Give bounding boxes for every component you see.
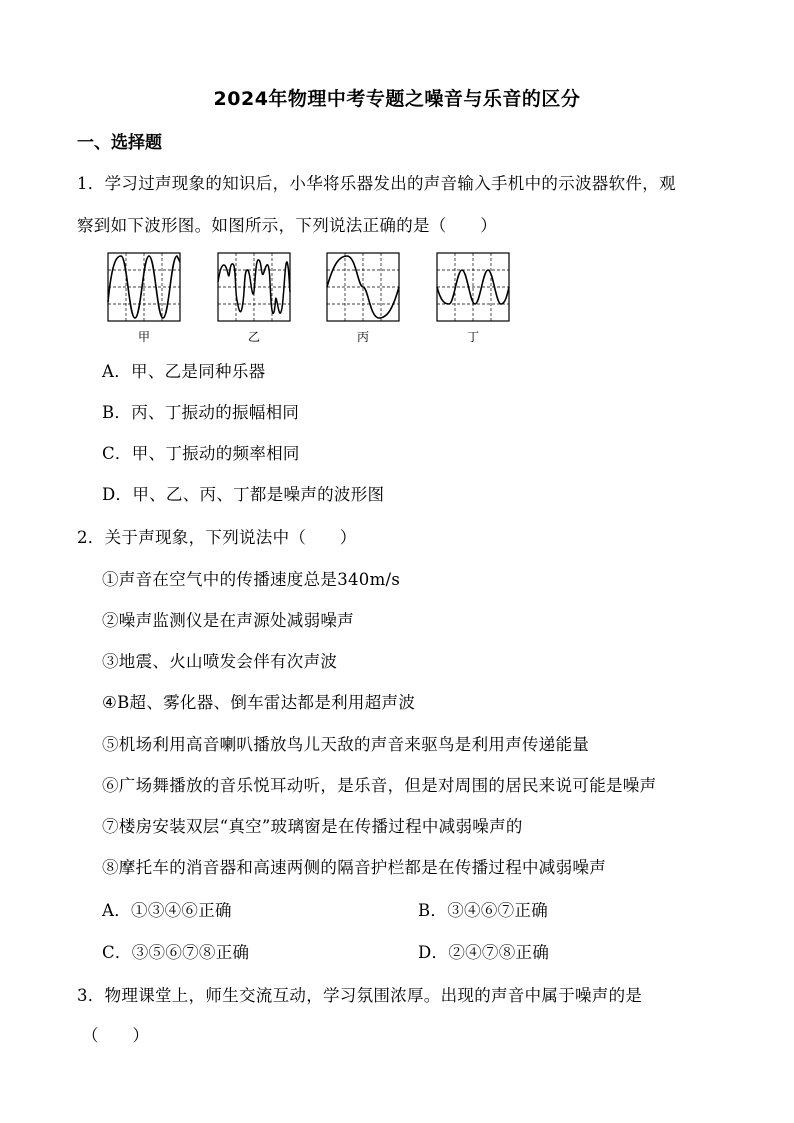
waveform-jia (107, 252, 181, 326)
waveform-ding-label: 丁 (466, 330, 479, 344)
q2-item-5: ⑤机场利用高音喇叭播放鸟儿天敌的声音来驱鸟是利用声传递能量 (102, 735, 590, 754)
q2-item-6: ⑥广场舞播放的音乐悦耳动听，是乐音，但是对周围的居民来说可能是噪声 (102, 776, 657, 795)
q1-option-c[interactable]: C．甲、丁振动的频率相同 (102, 444, 300, 463)
q2-item-3: ③地震、火山喷发会伴有次声波 (102, 652, 338, 671)
waveform-bing (326, 252, 400, 326)
q2-option-d[interactable]: D．②④⑦⑧正确 (418, 943, 550, 962)
q2-item-8: ⑧摩托车的消音器和高速两侧的隔音护栏都是在传播过程中减弱噪声 (102, 858, 606, 877)
q2-stem: 2．关于声现象，下列说法中（ ） (77, 528, 357, 547)
waveform-yi-label: 乙 (247, 330, 260, 344)
waveform-yi (217, 252, 291, 326)
q2-item-4: ④B超、雾化器、倒车雷达都是利用超声波 (102, 693, 416, 712)
page-title: 2024年物理中考专题之噪音与乐音的区分 (213, 88, 581, 110)
q2-option-c[interactable]: C．③⑤⑥⑦⑧正确 (102, 943, 250, 962)
q2-item-2: ②噪声监测仪是在声源处减弱噪声 (102, 611, 354, 630)
q1-option-b[interactable]: B．丙、丁振动的振幅相同 (102, 403, 300, 422)
q2-option-a[interactable]: A．①③④⑥正确 (102, 901, 232, 920)
q3-stem-line1: 3．物理课堂上，师生交流互动，学习氛围浓厚。出现的声音中属于噪声的是 (77, 986, 643, 1005)
q1-option-d[interactable]: D．甲、乙、丙、丁都是噪声的波形图 (102, 485, 385, 504)
q2-item-1: ①声音在空气中的传播速度总是340m/s (102, 570, 401, 589)
section-heading: 一、选择题 (77, 133, 162, 153)
q1-stem-line2: 察到如下波形图。如图所示，下列说法正确的是（ ） (77, 216, 497, 235)
waveform-jia-label: 甲 (137, 330, 150, 344)
q2-item-7: ⑦楼房安装双层“真空”玻璃窗是在传播过程中减弱噪声的 (102, 817, 523, 836)
q3-stem-line2: （ ） (82, 1026, 150, 1045)
waveform-bing-label: 丙 (356, 330, 369, 344)
q1-option-a[interactable]: A．甲、乙是同种乐器 (102, 362, 266, 381)
q1-stem-line1: 1．学习过声现象的知识后，小华将乐器发出的声音输入手机中的示波器软件，观 (77, 174, 676, 193)
q2-option-b[interactable]: B．③④⑥⑦正确 (418, 901, 549, 920)
waveform-ding (436, 252, 510, 326)
